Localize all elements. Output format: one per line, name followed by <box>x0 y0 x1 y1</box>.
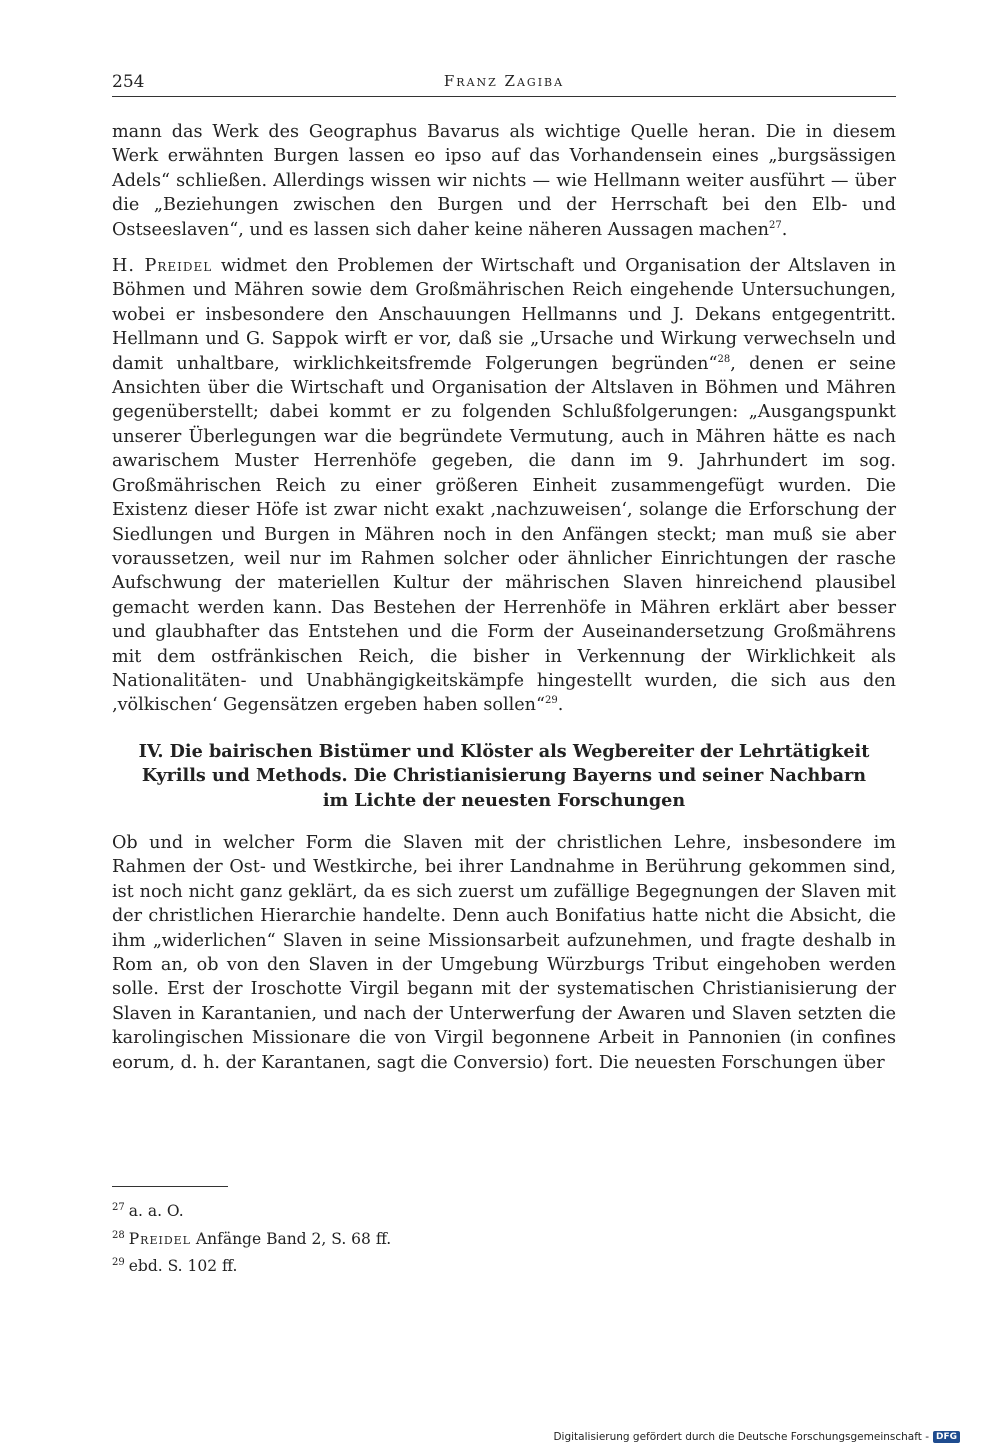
section-heading-line-2: Kyrills und Methods. Die Christianisierung Bayerns und seiner Nachbarn <box>141 765 867 787</box>
author-name: H. Preidel <box>112 256 213 277</box>
digitization-credit <box>553 1431 960 1443</box>
footnote-mark: 29 <box>112 1257 125 1269</box>
paragraph-3: Ob und in welcher Form die Slaven mit der christlichen Lehre, insbesondere im Rahmen der Ost- und Westkirche, bei ihrer Landnahme in Berührung gekommen sind, ist noch nicht ganz geklärt, da es sich zuerst um zufällige Begegnungen der Slaven mit der christlichen Hierarchie handelte. Denn auch Bonifatius hatte nicht die Absicht, die ihm „widerlichen“ Slaven in seine Missionsarbeit aufzunehmen, und fragte deshalb in Rom an, ob von den Slaven in der Umgebung Würzburgs Tribut eingehoben werden solle. Erst der Iroschotte Virgil begann mit der systematischen Christianisierung der Slaven in Karantanien, und nach der Unterwerfung der Awaren und Slaven setzten die karolingischen Missionare die von Virgil begonnene Arbeit in Pannonien (in confines eorum, d. h. der Karantanen, sagt die Conversio) fort. Die neuesten Forschungen über <box>112 832 896 1073</box>
paragraph-1 <box>112 120 896 242</box>
footnote-text: a. a. O. <box>128 1202 184 1221</box>
section-heading <box>112 740 896 813</box>
footnote-mark: 27 <box>112 1202 125 1213</box>
paragraph-2-end: . <box>557 695 564 716</box>
paragraph-2-text-b: , denen er seine Ansichten über die Wirtschaft und Organisation der Altslaven in Böhmen und Mähren gegenüberstellt; dabei kommt er zu folgenden Schlußfolgerungen: „Ausgangspunkt unserer Überlegungen war die begründete Vermutung, auch in Mähren hätte es nach awarischem Muster Herrenhöfe gegeben, die dann im 9. Jahrhundert im sog. Großmährischen Reich zu einer größeren Einheit zusammengefügt wurden. Die Existenz dieser Höfe ist zwar nicht exakt ‚nachzuweisen‘, solange die Erforschung der Siedlungen und Burgen in Mähren noch in den Anfängen steckt; man muß sie aber voraussetzen, weil nur im Rahmen solcher oder ähnlicher Einrichtungen der rasche Aufschwung der materiellen Kultur der mährischen Slaven hinreichend plausibel gemacht werden kann. Das Bestehen der Herrenhöfe in Mähren erklärt aber besser und glaubhafter das Entstehen und die Form der Auseinandersetzung Großmährens mit dem ostfränkischen Reich, die bisher in Verkennung der Wirklichkeit als Nationalitäten- und Unabhängigkeitskämpfe hingestellt wurden, die sich aus den ‚völkischen‘ Gegensätzen ergeben haben sollen“ <box>112 353 896 716</box>
paragraph-1-text: mann das Werk des Geographus Bavarus als wichtige Quelle heran. Die in diesem Werk erwähnten Burgen lassen eo ipso auf das Vorhandensein eines „burgsässigen Adels“ schließen. Allerdings wissen wir nichts — wie Hellmann weiter ausführt — über die „Beziehungen zwischen den Burgen und der Herrschaft bei den Elb- und Ostseeslaven“, und es lassen sich daher keine näheren Aussagen machen <box>112 122 896 240</box>
running-head: Franz Zagiba <box>443 72 565 90</box>
section-heading-line-1: IV. Die bairischen Bistümer und Klöster als Wegbereiter der Lehrtätigkeit <box>138 740 870 762</box>
credit-text: Digitalisierung gefördert durch die Deutsche Forschungsgemeinschaft - <box>553 1431 929 1443</box>
section-heading-line-3: im Lichte der neuesten Forschungen <box>322 789 686 811</box>
dfg-logo-icon: DFG <box>933 1431 960 1443</box>
footnotes <box>112 1196 896 1279</box>
paragraph-2-text-a: widmet den Problemen der Wirtschaft und Organisation der Altslaven in Böhmen und Mähren sowie dem Großmährischen Reich eingehende Untersuchungen, wobei er insbesondere den Anschauungen Hellmanns und J. Dekans entgegentritt. Hellmann und G. Sappok wirft er vor, daß sie „Ursache und Wirkung verwechseln und damit unhaltbare, wirklichkeitsfremde Folgerungen begründen“ <box>112 256 896 374</box>
footnote-author: Preidel <box>128 1229 191 1248</box>
footnote-28 <box>112 1224 896 1252</box>
footnote-ref-29: 29 <box>544 695 558 707</box>
page-number: 254 <box>112 72 145 92</box>
footnote-27 <box>112 1196 896 1224</box>
page-body <box>112 120 896 1087</box>
footnote-29 <box>112 1251 896 1279</box>
page-header <box>112 68 896 97</box>
paragraph-1-end: . <box>781 219 788 240</box>
footnote-text: ebd. S. 102 ff. <box>128 1257 238 1276</box>
footnote-divider <box>112 1186 228 1187</box>
footnote-ref-28: 28 <box>717 353 731 365</box>
footnote-text: Anfänge Band 2, S. 68 ff. <box>190 1229 392 1248</box>
paragraph-2 <box>112 254 896 718</box>
footnote-mark: 28 <box>112 1229 125 1241</box>
footnote-ref-27: 27 <box>769 219 782 231</box>
